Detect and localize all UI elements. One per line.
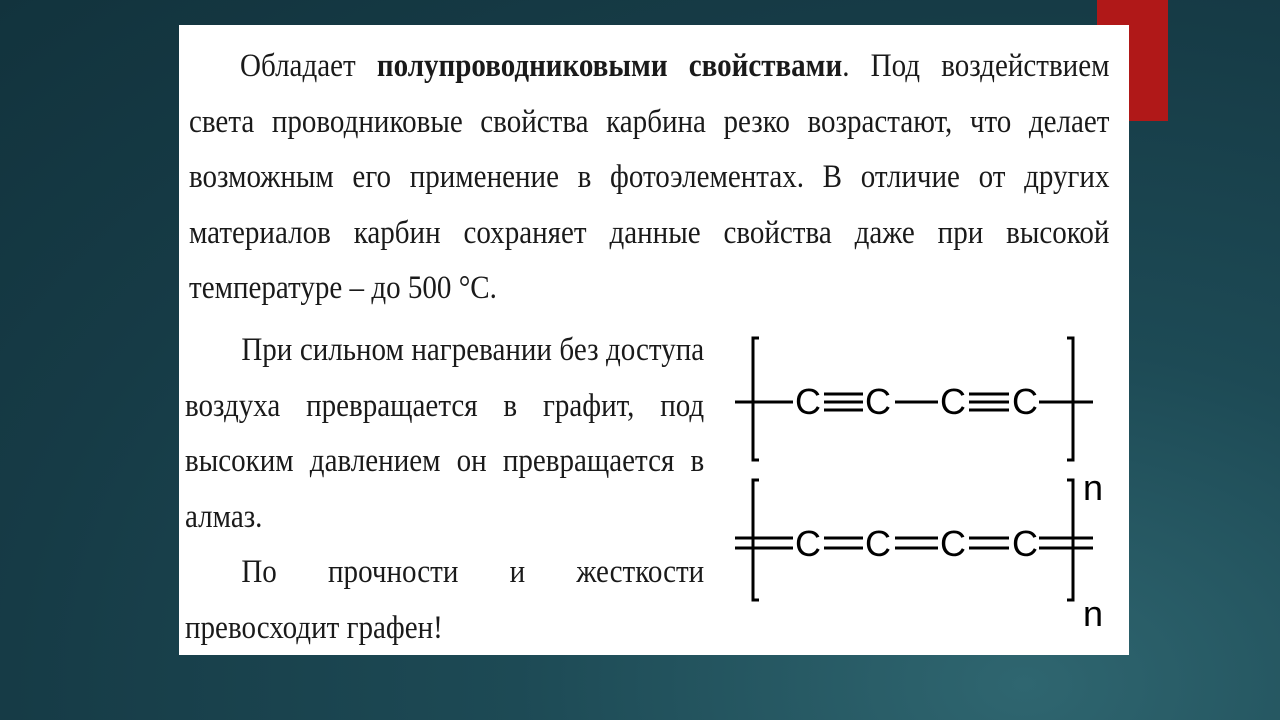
- paragraph-bold-term: полупроводниковыми свойствами: [376, 48, 843, 84]
- subscript-n: n: [1083, 593, 1104, 630]
- atom-c1: C: [795, 523, 821, 564]
- atom-c3: C: [940, 523, 966, 564]
- paragraph-lead: Обладает: [240, 48, 356, 84]
- carbyne-formulas: [729, 330, 1109, 630]
- atom-c4: C: [1012, 523, 1038, 564]
- right-bracket: [1067, 338, 1073, 460]
- atom-c1: C: [795, 381, 821, 422]
- cumulene-formula: [735, 480, 1103, 630]
- atom-c4: C: [1012, 381, 1038, 422]
- atom-c2: C: [865, 523, 891, 564]
- left-bracket: [753, 338, 759, 460]
- paragraph-rest: . Под воздействием света проводниковые свойства карбина резко возрастают, что делает возможным его применение в фотоэлементах. В отличие от других материалов карбин сохраняет данные свойства даже при высокой температуре – до 500 °С.: [189, 48, 1110, 306]
- atom-c2: C: [865, 381, 891, 422]
- subscript-n: n: [1083, 467, 1104, 508]
- atom-c3: C: [940, 381, 966, 422]
- polyyne-formula: [735, 338, 1103, 508]
- right-bracket: [1067, 480, 1073, 600]
- paragraph-strength: По прочности и жесткости превосходит графен!: [185, 554, 705, 646]
- slide-content-image: [179, 25, 1129, 655]
- paragraph-heating: При сильном нагревании без доступа воздуха превращается в графит, под высоким давлением он превращается в алмаз.: [185, 332, 705, 535]
- left-bracket: [753, 480, 759, 600]
- paragraph-semiconductor: [189, 39, 1109, 317]
- left-column: [185, 323, 704, 655]
